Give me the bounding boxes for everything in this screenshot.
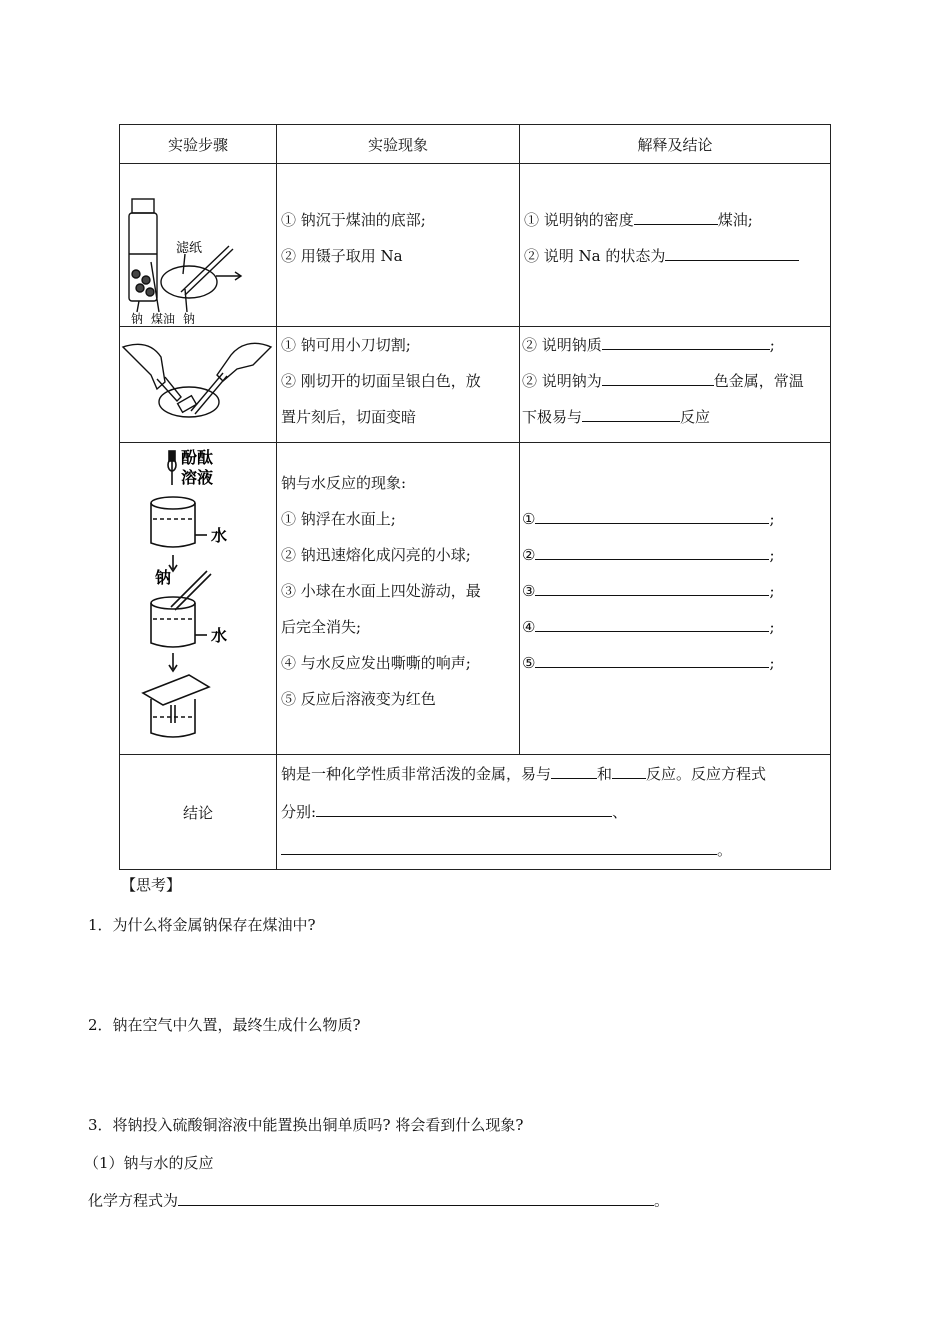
phenomena-cell — [277, 443, 520, 755]
header-conclusions: 解释及结论 — [520, 125, 831, 164]
summary-cell — [277, 755, 831, 870]
answer-blank[interactable] — [535, 651, 769, 669]
observation-line: 钠与水反应的现象: — [281, 474, 407, 492]
answer-blank[interactable] — [535, 579, 769, 597]
reagent-label — [181, 448, 219, 487]
header-steps: 实验步骤 — [120, 125, 277, 164]
answer-blank[interactable] — [634, 208, 718, 226]
figure-cutting-cell — [120, 327, 277, 443]
answer-blank[interactable] — [602, 369, 714, 387]
filter-paper-label: 滤纸 — [175, 241, 202, 256]
sodium-water-figure — [121, 443, 276, 749]
table-row — [120, 327, 831, 443]
conclusion-cell — [520, 443, 831, 755]
table-row — [120, 443, 831, 755]
conclusion-cell — [520, 327, 831, 443]
sodium-label-left: 钠 — [130, 312, 143, 324]
conclusion-line: ③ ; — [522, 573, 826, 609]
summary-line: 。 — [281, 831, 826, 869]
conclusion-cell — [520, 164, 831, 327]
observation-line: ① 钠可用小刀切割; — [281, 336, 411, 354]
answer-blank[interactable] — [582, 405, 680, 423]
kerosene-label: 煤油 — [150, 312, 175, 324]
conclusion-line: ② 说明 Na 的状态为 — [524, 238, 826, 274]
cutting-sodium-figure — [121, 327, 276, 439]
water-label-2: 水 — [210, 626, 227, 645]
conclusion-line: ① ; — [522, 501, 826, 537]
observation-line: ② 刚切开的切面呈银白色，放 — [281, 372, 481, 390]
conclusion-line: ② 说明钠为 色金属，常温 — [522, 363, 826, 399]
answer-blank[interactable] — [535, 543, 769, 561]
question-1: 1．为什么将金属钠保存在煤油中? — [88, 916, 316, 934]
question-3: 3．将钠投入硫酸铜溶液中能置换出铜单质吗? 将会看到什么现象? — [88, 1116, 524, 1134]
observation-line: 后完全消失; — [281, 618, 362, 636]
equation-blank[interactable] — [178, 1188, 654, 1206]
observation-line: ① 钠沉于煤油的底部; — [281, 211, 426, 229]
reagent-label-line2: 溶液 — [180, 468, 213, 487]
header-phenomena: 实验现象 — [277, 125, 520, 164]
sodium-label: 钠 — [154, 568, 171, 587]
experiment-table — [119, 124, 831, 870]
phenomena-cell — [277, 164, 520, 327]
figure-water-cell — [120, 443, 277, 755]
observation-line: ② 钠迅速熔化成闪亮的小球; — [281, 546, 471, 564]
conclusion-line: ② 说明钠质 ; — [522, 327, 826, 363]
kerosene-bottle-figure — [121, 164, 276, 324]
answer-blank[interactable] — [665, 244, 799, 262]
reagent-label-line1: 酚酞 — [180, 448, 213, 467]
answer-blank[interactable] — [602, 333, 770, 351]
observation-line: ③ 小球在水面上四处游动，最 — [281, 582, 481, 600]
phenomena-cell — [277, 327, 520, 443]
answer-blank[interactable] — [551, 762, 597, 780]
answer-blank[interactable] — [535, 615, 769, 633]
equation-line: 化学方程式为 。 — [88, 1188, 669, 1212]
observation-line: ① 钠浮在水面上; — [281, 510, 396, 528]
answer-blank[interactable] — [316, 800, 612, 818]
conclusion-line: ② ; — [522, 537, 826, 573]
conclusion-label-cell: 结论 — [120, 755, 277, 870]
table-row — [120, 164, 831, 327]
observation-line: 置片刻后，切面变暗 — [281, 408, 417, 426]
observation-line: ④ 与水反应发出嘶嘶的响声; — [281, 654, 471, 672]
conclusion-line: ① 说明钠的密度 煤油; — [524, 202, 826, 238]
sodium-label-right: 钠 — [182, 312, 195, 324]
answer-blank[interactable] — [281, 838, 717, 856]
conclusion-line: ④ ; — [522, 609, 826, 645]
water-label-1: 水 — [210, 526, 227, 545]
thinking-heading: 【思考】 — [121, 876, 182, 894]
conclusion-line: ⑤ ; — [522, 645, 826, 681]
table-row — [120, 755, 831, 870]
summary-line: 分别: 、 — [281, 793, 826, 831]
question-2: 2．钠在空气中久置，最终生成什么物质? — [88, 1016, 361, 1034]
answer-blank[interactable] — [612, 762, 646, 780]
conclusion-line: 下极易与 反应 — [522, 399, 826, 435]
subsection-heading: （1）钠与水的反应 — [84, 1154, 214, 1172]
table-header-row — [120, 125, 831, 164]
figure-bottle-cell — [120, 164, 277, 327]
observation-line: ② 用镊子取用 Na — [281, 247, 403, 265]
answer-blank[interactable] — [535, 507, 769, 525]
observation-line: ⑤ 反应后溶液变为红色 — [281, 690, 436, 708]
summary-line: 钠是一种化学性质非常活泼的金属，易与 和 反应。反应方程式 — [281, 755, 826, 793]
